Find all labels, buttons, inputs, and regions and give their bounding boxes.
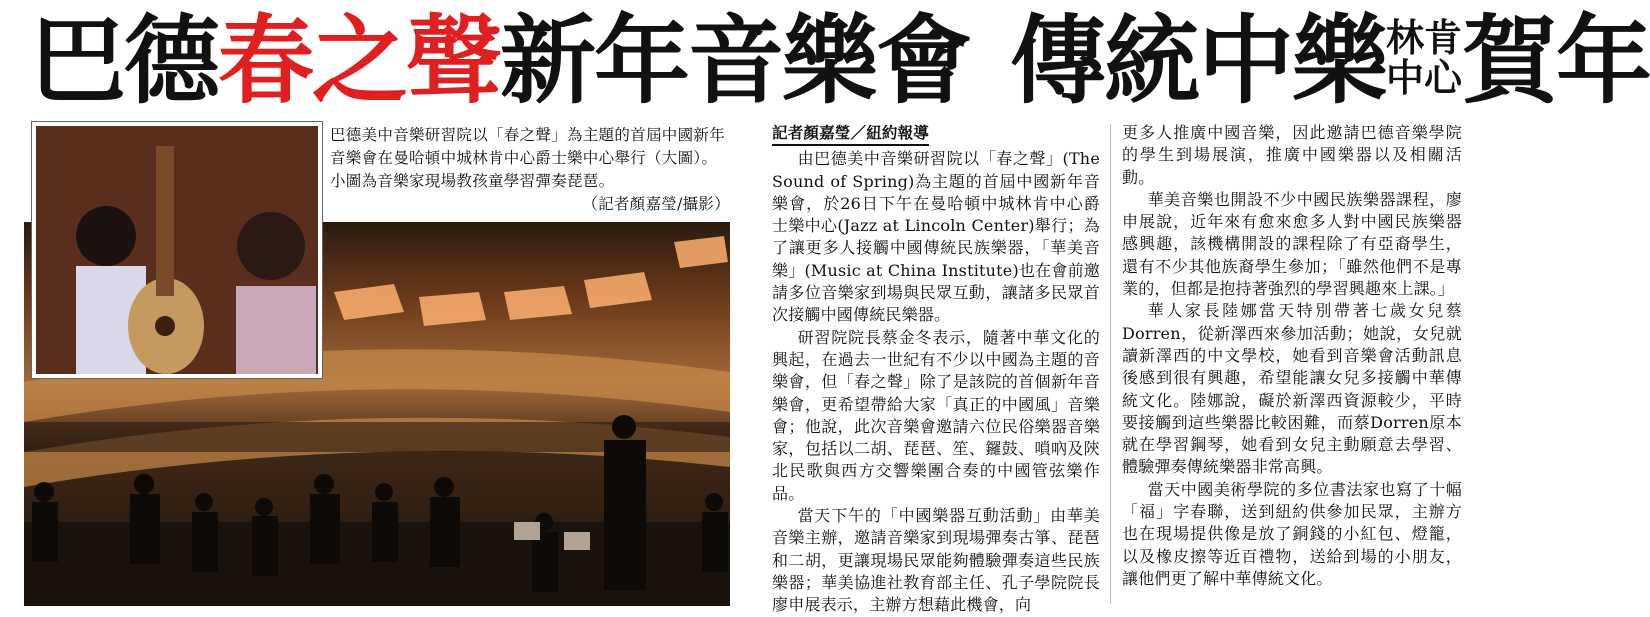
article-column-2 bbox=[1122, 122, 1462, 590]
paragraph: 當天中國美術學院的多位書法家也寫了十幅「福」字春聯，送到紐約供參加民眾，主辦方也在現場提供像是放了銅錢的小紅包、燈籠，以及橡皮擦等近百禮物，送給到場的小朋友，讓他們更了解中華傳統文化。 bbox=[1122, 479, 1462, 588]
column-divider bbox=[1110, 124, 1111, 604]
headline bbox=[30, 5, 1650, 117]
headline-part-5: 賀年 bbox=[1462, 5, 1650, 117]
headline-part-3: 新年音樂會 bbox=[500, 5, 970, 117]
paragraph: 研習院院長蔡金冬表示，隨著中華文化的興起，在過去一世紀有不少以中國為主題的音樂會，但「春之聲」除了是該院的首個新年音樂會，更希望帶給大家「真正的中國風」音樂會；他說，此次音樂會邀請六位民俗樂器音樂家，包括以二胡、琵琶、笙、鑼鼓、嗩吶及陝北民歌與西方交響樂團合奏的中國管弦樂作品。 bbox=[772, 327, 1100, 503]
headline-small-chars: 林 肯 中 心 bbox=[1386, 16, 1463, 100]
paragraph: 由巴德美中音樂研習院以「春之聲」(The Sound of Spring)為主題的首屆中國新年音樂會，於26日下午在曼哈頓中城林肯中心爵士樂中心(Jazz at Lincoln Center)舉行；為了讓更多人接觸中國傳統民族樂器，「華美音樂」(Music at China Institute)也在會前邀請多位音樂家到場與民眾互動，讓諸多民眾首次接觸中國傳統民樂器。 bbox=[772, 149, 1100, 325]
pipa-lesson-photo bbox=[32, 122, 322, 378]
photo-credit: （記者顏嘉瑩/攝影） bbox=[582, 195, 730, 213]
headline-part-4: 傳統中樂 bbox=[1010, 5, 1386, 117]
paragraph: 當天下午的「中國樂器互動活動」由華美音樂主辦，邀請音樂家到現場彈奏古箏、琵琶和二胡，更讓現場民眾能夠體驗彈奏這些民族樂器；華美協進社教育部主任、孔子學院院長廖申展表示，主辦方想藉此機會，向 bbox=[772, 506, 1100, 615]
paragraph: 更多人推廣中國音樂，因此邀請巴德音樂學院的學生到場展演，推廣中國樂器以及相關活動。 bbox=[1122, 123, 1462, 187]
paragraph: 華人家長陸娜當天特別帶著七歲女兒蔡Dorren，從新澤西來參加活動；她說，女兒就讀新澤西的中文學校，她看到音樂會活動訊息後感到很有興趣，希望能讓女兒多接觸中華傳統文化。陸娜說，礙於新澤西資源較少，平時要接觸到這些樂器比較困難，而蔡Dorren原本就在學習鋼琴，她看到女兒主動願意去學習、體驗彈奏傳統樂器非常高興。 bbox=[1122, 301, 1462, 477]
byline: 記者顏嘉瑩／紐約報導 bbox=[772, 122, 929, 146]
caption-text: 巴德美中音樂研習院以「春之聲」為主題的首屆中國新年音樂會在曼哈頓中城林肯中心爵士樂中心舉行（大圖）。小圖為音樂家現場教孩童學習彈奏琵琶。 bbox=[330, 126, 726, 190]
headline-highlight: 春之聲 bbox=[218, 5, 500, 117]
headline-part-1: 巴德 bbox=[30, 5, 218, 117]
photo-caption bbox=[330, 124, 730, 216]
article-column-1 bbox=[772, 122, 1100, 617]
paragraph: 華美音樂也開設不少中國民族樂器課程，廖申展說，近年來有愈來愈多人對中國民族樂器感興趣，該機構開設的課程除了有亞裔學生，還有不少其他族裔學生參加；「雖然他們不是專業的，但都是抱持著強烈的學習興趣來上課。」 bbox=[1122, 189, 1462, 299]
